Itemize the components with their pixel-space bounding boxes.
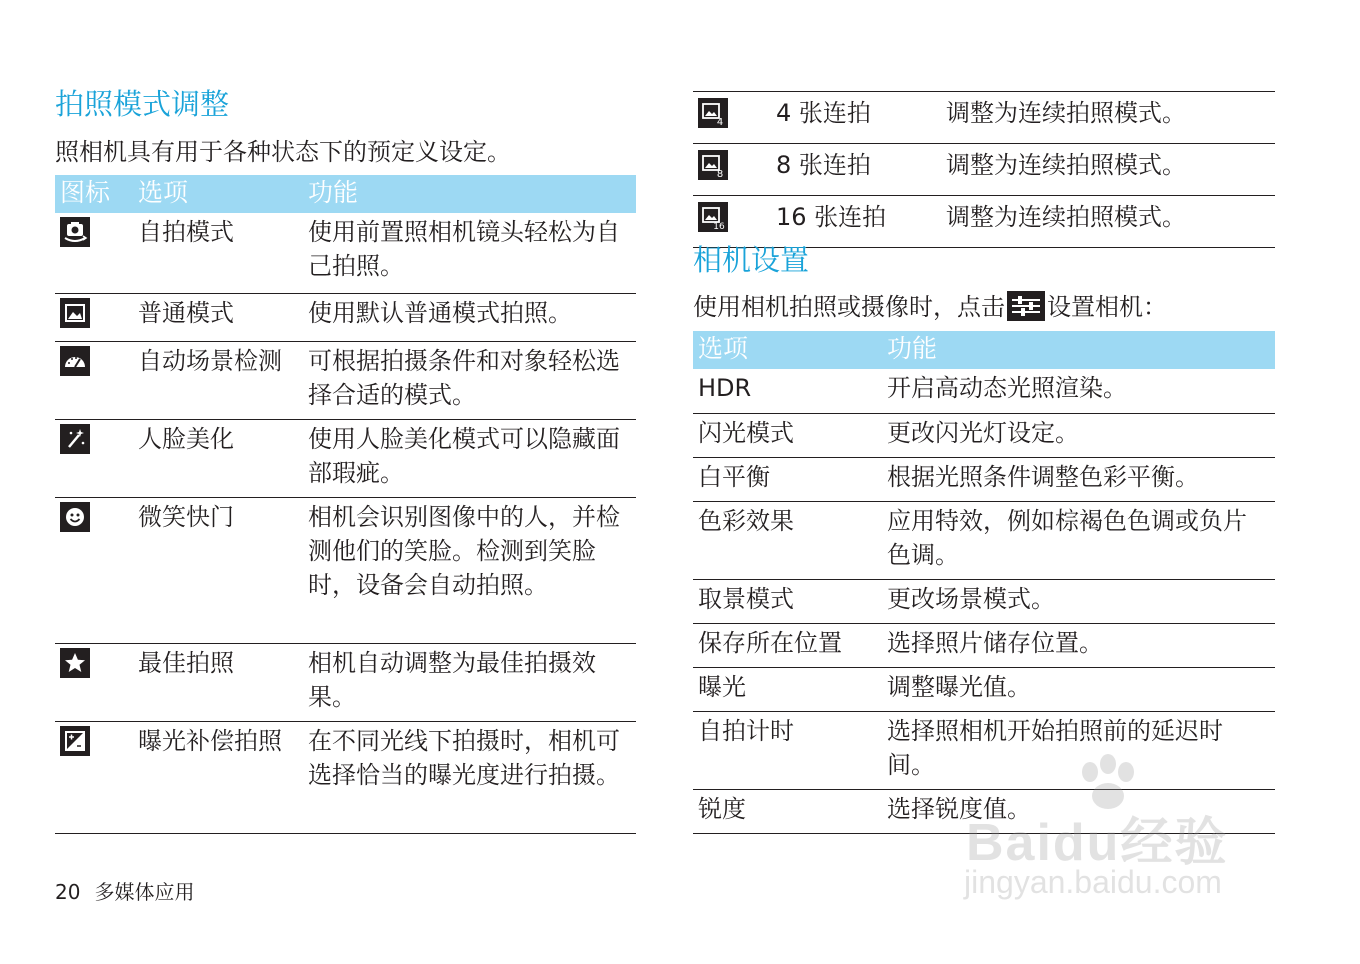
option-cell: HDR: [693, 369, 882, 413]
option-cell: 保存所在位置: [693, 623, 882, 667]
camera-settings-title: 相机设置: [693, 243, 810, 277]
table-row: [693, 92, 1275, 144]
magic-wand-icon: [60, 424, 90, 454]
option-cell: 8 张连拍: [771, 144, 941, 196]
function-cell: 选择锐度值。: [882, 789, 1275, 833]
exposure-compensation-icon: [60, 726, 90, 756]
table-row: [55, 213, 636, 293]
option-cell: 4 张连拍: [771, 92, 941, 144]
burst-8-icon: [698, 150, 728, 180]
function-cell: 相机会识别图像中的人，并检测他们的笑脸。检测到笑脸时，设备会自动拍照。: [303, 497, 636, 643]
smiley-face-icon: [60, 502, 90, 532]
shooting-mode-table: [55, 175, 636, 834]
option-cell: 曝光补偿拍照: [133, 721, 303, 833]
svg-text:16: 16: [713, 222, 725, 232]
table-row: [55, 419, 636, 497]
landscape-photo-icon: [60, 298, 90, 328]
table-row: [693, 144, 1275, 196]
function-cell: 开启高动态光照渲染。: [882, 369, 1275, 413]
option-cell: 最佳拍照: [133, 643, 303, 721]
function-cell: 使用人脸美化模式可以隐藏面部瑕疵。: [303, 419, 636, 497]
table-row: [55, 497, 636, 643]
footer-section-name: 多媒体应用: [94, 880, 195, 904]
table-row: [693, 413, 1275, 457]
page-footer: [55, 876, 194, 905]
header-option: 选项: [133, 175, 303, 213]
table-row: [693, 623, 1275, 667]
option-cell: 锐度: [693, 789, 882, 833]
baidu-watermark: [938, 752, 1278, 912]
function-cell: 使用前置照相机镜头轻松为自己拍照。: [303, 213, 636, 293]
burst-4-icon: [698, 98, 728, 128]
function-cell: 使用默认普通模式拍照。: [303, 293, 636, 341]
function-cell: 更改闪光灯设定。: [882, 413, 1275, 457]
shooting-mode-title: 拍照模式调整: [55, 87, 230, 121]
shooting-mode-intro: 照相机具有用于各种状态下的预定义设定。: [55, 138, 511, 166]
header-function: 功能: [303, 175, 636, 213]
table-row: [693, 196, 1275, 248]
option-cell: 曝光: [693, 667, 882, 711]
option-cell: 闪光模式: [693, 413, 882, 457]
svg-text:8: 8: [716, 169, 724, 180]
option-cell: 人脸美化: [133, 419, 303, 497]
table-row: [55, 721, 636, 833]
table-row: [693, 667, 1275, 711]
function-cell: 调整为连续拍照模式。: [941, 144, 1275, 196]
function-cell: 根据光照条件调整色彩平衡。: [882, 457, 1275, 501]
page-number: 20: [55, 880, 81, 904]
burst-16-icon: [698, 202, 728, 232]
camera-settings-intro: 使用相机拍照或摄像时，点击 设置相机：: [693, 293, 1167, 321]
table-row: [693, 457, 1275, 501]
speedometer-icon: [60, 346, 90, 376]
table-header-row: [693, 331, 1275, 369]
option-cell: 自动场景检测: [133, 341, 303, 419]
watermark-logo: Baidu经验: [966, 814, 1229, 872]
table-row: [55, 643, 636, 721]
table-row: [693, 501, 1275, 579]
option-cell: 16 张连拍: [771, 196, 941, 248]
selfie-camera-icon: [60, 217, 90, 247]
header-icon: 图标: [55, 175, 133, 213]
function-cell: 可根据拍摄条件和对象轻松选择合适的模式。: [303, 341, 636, 419]
header-option: 选项: [693, 331, 882, 369]
option-cell: 普通模式: [133, 293, 303, 341]
svg-text:4: 4: [716, 117, 724, 128]
table-row: [693, 369, 1275, 413]
function-cell: 相机自动调整为最佳拍摄效果。: [303, 643, 636, 721]
table-header-row: [55, 175, 636, 213]
function-cell: 更改场景模式。: [882, 579, 1275, 623]
watermark-url: jingyan.baidu.com: [964, 864, 1222, 900]
star-icon: [60, 648, 90, 678]
settings-sliders-icon: [1007, 291, 1045, 321]
option-cell: 白平衡: [693, 457, 882, 501]
table-row: [693, 579, 1275, 623]
function-cell: 在不同光线下拍摄时，相机可选择恰当的曝光度进行拍摄。: [303, 721, 636, 833]
burst-mode-table: [693, 91, 1275, 248]
option-cell: 色彩效果: [693, 501, 882, 579]
function-cell: 应用特效，例如棕褐色色调或负片色调。: [882, 501, 1275, 579]
function-cell: 调整为连续拍照模式。: [941, 92, 1275, 144]
table-row: [55, 341, 636, 419]
header-function: 功能: [882, 331, 1275, 369]
option-cell: 微笑快门: [133, 497, 303, 643]
function-cell: 调整为连续拍照模式。: [941, 196, 1275, 248]
option-cell: 自拍计时: [693, 711, 882, 789]
function-cell: 调整曝光值。: [882, 667, 1275, 711]
function-cell: 选择照片储存位置。: [882, 623, 1275, 667]
function-cell: 选择照相机开始拍照前的延迟时间。: [882, 711, 1275, 789]
option-cell: 取景模式: [693, 579, 882, 623]
option-cell: 自拍模式: [133, 213, 303, 293]
table-row: [55, 293, 636, 341]
